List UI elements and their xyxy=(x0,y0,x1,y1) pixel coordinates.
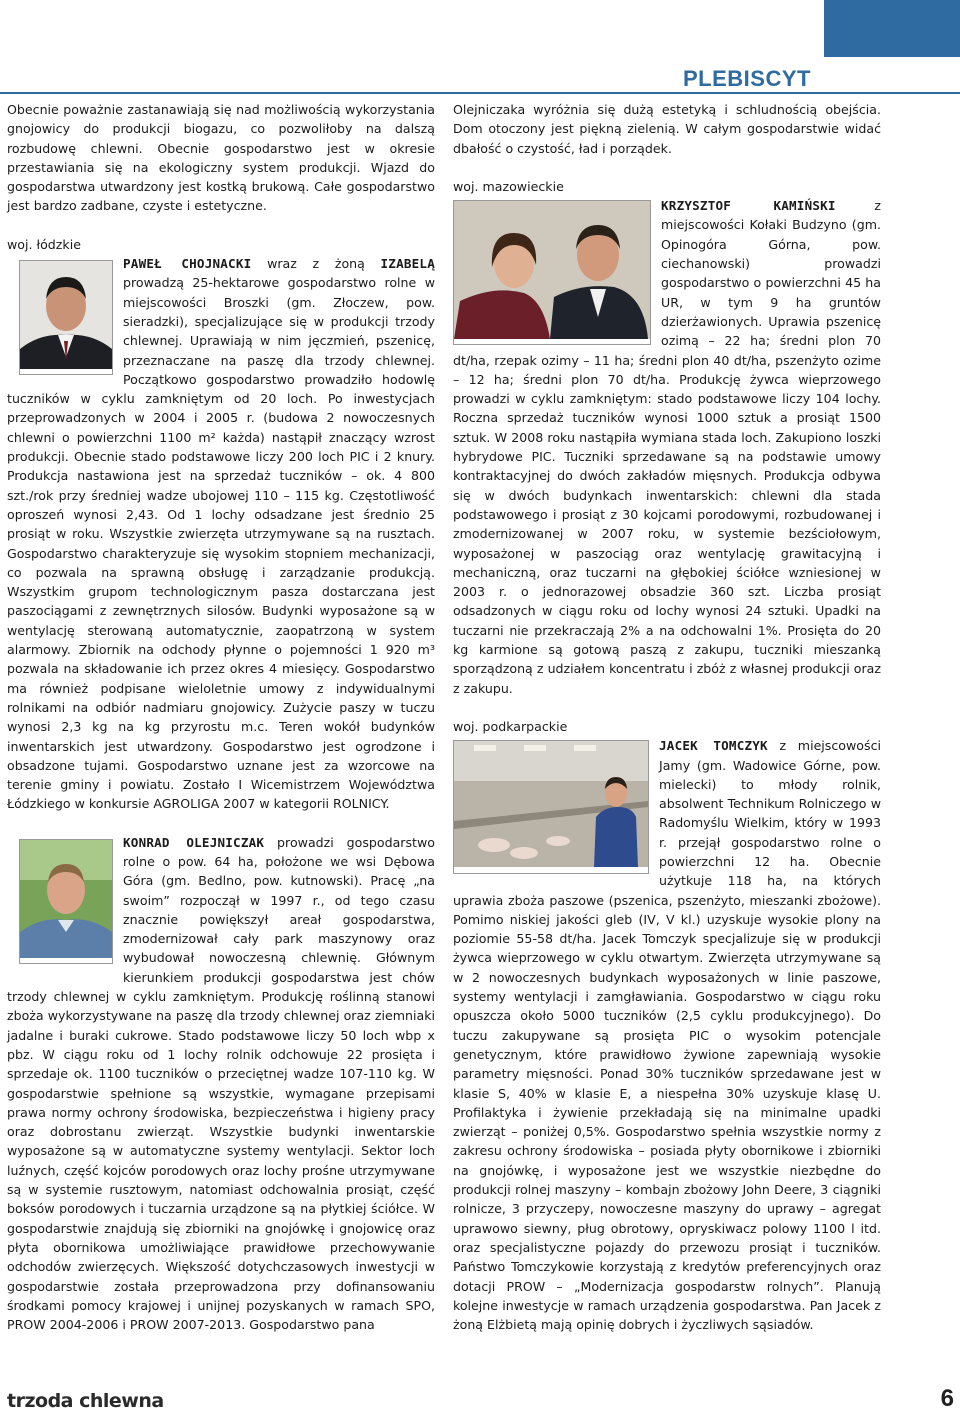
spacer xyxy=(453,158,881,177)
left-column xyxy=(7,100,435,1334)
spacer xyxy=(453,698,881,717)
barn-photo xyxy=(453,740,649,873)
header-divider xyxy=(0,92,960,94)
spacer xyxy=(7,216,435,235)
header-color-block xyxy=(824,0,960,57)
couple-photo xyxy=(453,200,651,345)
region-heading: woj. łódzkie xyxy=(7,236,81,252)
portrait-photo xyxy=(19,260,113,375)
farmer-name: KONRAD OLEJNICZAK xyxy=(123,834,265,850)
portrait-photo xyxy=(19,839,113,964)
entry-text: z miejscowości Kołaki Budzyno (gm. Opinogóra Górna, pow. ciechanowski) prowadzi gospodarstwo o powierzchni 45 ha UR, w tym 9 ha gruntów dzierżawionych. Uprawia pszenicę ozimą – 22 ha; średni plon 70 dt/ha, rzepak ozimy – 11 ha; średni plon 40 dt/ha, pszenżyto ozime – 12 ha; średni plon 70 dt/ha. Produkcję żywca wieprzowego prowadzi w cyklu zamkniętym: stado podstawowe liczy 104 lochy. Roczna sprzedaż tuczników wynosi 1000 sztuk a prosiąt 1500 sztuk. W 2008 roku nastąpiła wymiana stada loch. Zakupiono loszki hybrydowe PIC. Tuczniki sprzedawane są na podstawie umowy kontraktacyjnej do dwóch zakładów mięsnych. Produkcja odbywa się w dwóch budynkach inwentarskich: chlewni dla stada podstawowego i prosiąt z 30 kojcami porodowymi, rozbudowanej i zmodernizowanej w 2007 roku, w systemie bezściołowym, wyposażonej w paszociąg oraz wentylację grawitacyjną i mechaniczną, oraz tuczarni na głębokiej ściółce wzniesionej w 2003 r. o jednorazowej obsadzie 360 szt. Liczba prosiąt odsadzonych w ciągu roku od lochy wynosi 24 sztuki. Upadki na tuczarni nie przekraczają 2% a na odchowalni 1%. Prosięta do 20 kg karmione są gotową paszą z zakupu, tuczniki mieszanką sporządzoną z udziałem koncentratu i zbóż z własnej produkcji oraz z zakupu. xyxy=(453,198,881,696)
entry-text: z miejscowości Jamy (gm. Wadowice Górne, pow. mielecki) to młody rolnik, absolwent Technikum Rolniczego w Radomyślu Wielkim, który w 1993 r. przejął gospodarstwo rolne o powierzchni 12 ha. Obecnie użytkuje 118 ha, na których uprawia zboża paszowe (pszenica, pszenżyto, mieszanki zbożowe). Pomimo niskiej jakości gleb (IV, V kl.) uzyskuje wysokie plony na poziomie 55-58 dt/ha. Jacek Tomczyk specjalizuje się w produkcji żywca wieprzowego w cyklu otwartym. Zwierzęta utrzymywane są w 2 nowoczesnych budynkach wyposażonych w linie paszowe, systemy wentylacji i zamgławiania. Gospodarstwo w ciągu roku opuszcza około 5000 tuczników (2,5 cyklu produkcyjnego). Do tuczu zakupywane są prosięta PIC o wysokim potencjale genetycznym, które prawidłowo żywione zapewniają wysokie parametry mięsności. Ponad 30% tuczników sprzedawane jest w klasie S, 40% w klasie E, a niespełna 30% uzyskuje klasę U. Profilaktyka i żywienie przekładają się na minimalne upadki zwierząt – poniżej 0,5%. Gospodarstwo spełnia wszystkie normy z zakresu ochrony środowiska – posiada płyty obornikowe i zbiorniki na gnojówkę, i wyposażone jest we wszystkie niezbędne do produkcji rolnej maszyny – kombajn zbożowy John Deere, 3 ciągniki rolnicze, 3 przyczepy, nowoczesne maszyny do uprawy – agregat uprawowo siewny, pług obrotowy, opryskiwacz polowy 1100 l itd. oraz specjalistyczne pojazdy do przewozu prosiąt i tuczników. Państwo Tomczykowie korzystają z kredytów preferencyjnych oraz dotacji PROW – „Modernizacja gospodarstw rolnych”. Planują kolejne inwestycje w ramach urządzenia gospodarstwa. Pan Jacek z żoną Elżbietą mają opinię dobrych i życzliwych sąsiadów. xyxy=(453,738,881,1333)
farmer-entry-4 xyxy=(453,736,881,1334)
entry-text: prowadzą 25-hektarowe gospodarstwo rolne w miejscowości Broszki (gm. Złoczew, pow. sieradzki), specjalizujące się w produkcji trzody chlewnej. Uprawiają w nim jęczmień, pszenicę, przeznaczane na paszę dla trzody chlewnej. Początkowo gospodarstwo prowadziło hodowlę tuczników w cyklu zamkniętym od 20 loch. Po inwestycjach przeprowadzonych w 2004 i 2005 r. (budowa 2 nowoczesnych chlewni o powierzchni 1100 m² każda) nastąpił znaczący wzrost produkcji. Obecnie stado podstawowe liczy 200 loch PIC i 2 knury. Produkcja nastawiona jest na sprzedaż tuczników – ok. 4 800 szt./rok przy średniej wadze ubojowej 110 – 115 kg. Częstotliwość oproszeń wynosi 2,43. Od 1 lochy odsadzane jest średnio 25 prosiąt w roku. Wszystkie zwierzęta utrzymywane są na rusztach. Gospodarstwo charakteryzuje się wysokim stopniem mechanizacji, co pozwala na sprawną obsługę i zarządzanie produkcją. Wszystkim grupom technologicznym pasza dostarczana jest paszociągami z zewnętrznych silosów. Budynki wyposażone są w wentylację sterowaną automatycznie, zaopatrzoną w system alarmowy. Zbiornik na odchody płynne o pojemności 1 920 m³ pozwala na składowanie ich przez okres 4 miesięcy. Gospodarstwo ma również podpisane wieloletnie umowy z indywidualnymi rolnikami na odbiór nadmiaru gnojowicy. Zużycie paszy w tuczu wynosi 2,3 kg na kg przyrostu m.c. Teren wokół budynków inwentarskich jest utwardzony. Gospodarstwo jest ogrodzone i obsadzone tujami. Gospodarstwo uznane jest za wzorcowe na terenie gminy i powiatu. Zostało I Wicemistrzem Województwa Łódzkiego w konkursie AGROLIGA 2007 w kategorii ROLNICY. xyxy=(7,275,435,812)
farmer-name: PAWEŁ CHOJNACKI xyxy=(123,256,252,272)
entry-text: wraz z żoną xyxy=(251,256,381,272)
region-heading: woj. podkarpackie xyxy=(453,718,568,734)
footer-brand: trzoda chlewna xyxy=(7,1390,164,1412)
continued-paragraph: Olejniczaka wyróżnia się dużą estetyką i schludnością obejścia. Dom otoczony jest piękną zielenią. W całym gospodarstwie widać dbałość o czystość, ład i porządek. xyxy=(453,102,881,156)
spacer xyxy=(7,814,435,833)
intro-paragraph: Obecnie poważnie zastanawiają się nad możliwością wykorzystania gnojowicy do produkcji biogazu, co pozwoliłoby na dalszą rozbudowę chlewni. Obecnie gospodarstwo jest w okresie przestawiania się na ekologiczny system produkcji. Wjazd do gospodarstwa utwardzony jest kostką brukową. Całe gospodarstwo jest bardzo zadbane, czyste i estetyczne. xyxy=(7,102,435,214)
farmer-entry-3 xyxy=(453,196,881,698)
farmer-entry-2 xyxy=(7,833,435,1335)
farmer-name: KRZYSZTOF KAMIŃSKI xyxy=(661,198,836,214)
entry-text: prowadzi gospodarstwo rolne o pow. 64 ha, położone we wsi Dębowa Góra (gm. Bedlno, pow. kutnowski). Pracę „na swoim” rozpoczął w 1997 r., od tego czasu znacznie powiększył areał gospodarstwa, zmodernizował cały park maszynowy oraz wybudował nowoczesną chlewnię. Głównym kierunkiem produkcji gospodarstwa jest chów trzody chlewnej w cyklu zamkniętym. Produkcję roślinną stanowi zboża wykorzystywane na paszę dla trzody chlewnej oraz ziemniaki jadalne i buraki cukrowe. Stado podstawowe liczy 50 loch wbp x pbz. W ciągu roku od 1 lochy rolnik odchowuje 22 prosięta i sprzedaje ok. 1100 tuczników o przeciętnej wadze 107-110 kg. W gospodarstwie spełnione są wszystkie, wymagane przepisami prawa normy ochrony środowiska, bezpieczeństwa i higieny pracy oraz dobrostanu zwierząt. Wszystkie budynki inwentarskie wyposażone są w automatyczne systemy wentylacji. Sektor loch luźnych, część kojców porodowych oraz lochy prośne utrzymywane są w systemie rusztowym, natomiast odchowalnia prosiąt, część boksów porodowych i tuczarnia urządzone są na płytkiej ściółce. W gospodarstwie znajdują się zbiorniki na gnojówkę i gnojowicę oraz płyta obornikowa umożliwiające prawidłowe przechowywanie odchodów zwierzęcych. Większość dotychczasowych inwestycji w gospodarstwie została przeprowadzona przy dofinansowaniu środkami pomocy krajowej i unijnej pozyskanych w ramach SPO, PROW 2004-2006 i PROW 2007-2013. Gospodarstwo pana xyxy=(7,834,435,1333)
region-heading: woj. mazowieckie xyxy=(453,178,564,194)
farmer-name: JACEK TOMCZYK xyxy=(659,738,768,754)
section-title: PLEBISCYT xyxy=(683,66,811,91)
farmer-name: IZABELĄ xyxy=(380,256,435,272)
farmer-entry-1 xyxy=(7,254,435,814)
page-number: 6 xyxy=(940,1385,954,1412)
right-column xyxy=(453,100,881,1334)
